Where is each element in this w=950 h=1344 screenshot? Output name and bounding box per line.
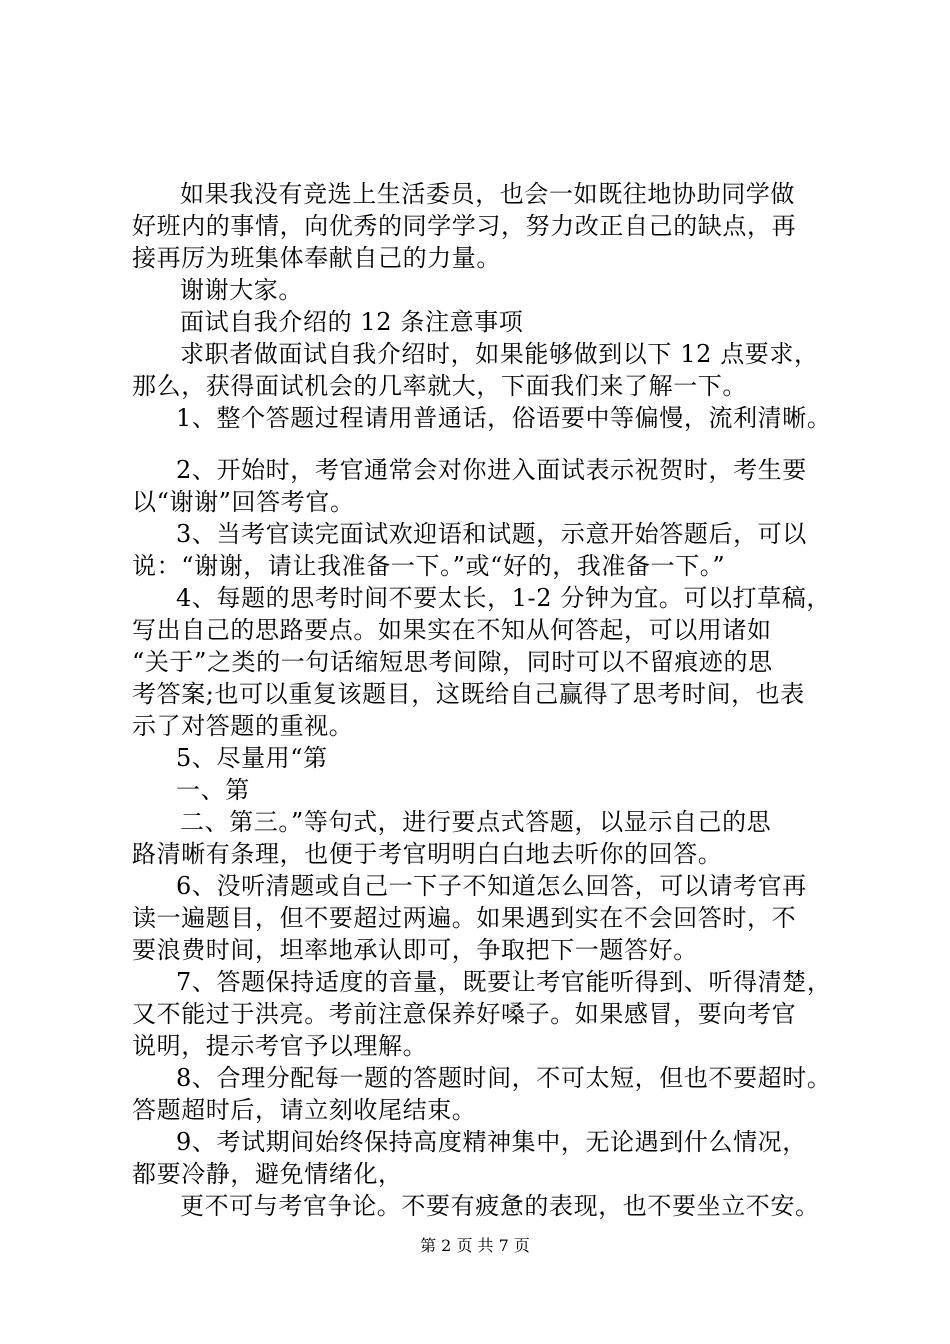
text-line: 示了对答题的重视。 <box>132 712 354 740</box>
text-line: 考答案;也可以重复该题目，这既给自己赢得了思考时间，也表 <box>132 680 805 708</box>
text-line: 2、开始时，考官通常会对你进入面试表示祝贺时，考生要 <box>176 456 807 484</box>
text-line: 1、整个答题过程请用普通话，俗语要中等偏慢，流利清晰。 <box>176 404 832 432</box>
text-line: 二、第三。”等句式，进行要点式答题，以显示自己的思 <box>180 808 772 836</box>
text-line: 9、考试期间始终保持高度精神集中，无论遇到什么情况， <box>176 1128 807 1156</box>
text-line: “关于”之类的一句话缩短思考间隙，同时可以不留痕迹的思 <box>132 648 773 676</box>
page-footer: 第 2 页 共 7 页 <box>420 1236 530 1255</box>
text-line: 如果我没有竞选上生活委员，也会一如既往地协助同学做 <box>180 180 795 208</box>
text-line: 一、第 <box>176 776 250 804</box>
text-line: 答题超时后，请立刻收尾结束。 <box>132 1096 477 1124</box>
text-line: 好班内的事情，向优秀的同学学习，努力改正自己的缺点，再 <box>132 212 797 240</box>
text-line: 说明，提示考官予以理解。 <box>132 1032 428 1060</box>
text-line: 更不可与考官争论。不要有疲惫的表现，也不要坐立不安。 <box>180 1192 820 1220</box>
text-line: 谢谢大家。 <box>180 276 303 304</box>
text-line: 都要冷静，避免情绪化， <box>132 1160 403 1188</box>
text-line: 3、当考官读完面试欢迎语和试题，示意开始答题后，可以 <box>176 520 807 548</box>
text-line: 接再厉为班集体奉献自己的力量。 <box>132 244 501 272</box>
text-line: 5、尽量用“第 <box>176 744 328 772</box>
text-line: 那么，获得面试机会的几率就大，下面我们来了解一下。 <box>132 372 747 400</box>
text-line: 要浪费时间，坦率地承认即可，争取把下一题答好。 <box>132 936 698 964</box>
text-line: 读一遍题目，但不要超过两遍。如果遇到实在不会回答时，不 <box>132 904 797 932</box>
text-line: 说：“谢谢，请让我准备一下。”或“好的，我准备一下。” <box>132 552 726 580</box>
text-line: 又不能过于洪亮。考前注意保养好嗓子。如果感冒，要向考官 <box>132 1000 797 1028</box>
text-line: 4、每题的思考时间不要太长，1-2 分钟为宜。可以打草稿， <box>176 584 831 612</box>
text-line: 路清晰有条理，也便于考官明明白白地去听你的回答。 <box>132 840 723 868</box>
text-line: 以“谢谢”回答考官。 <box>132 488 355 516</box>
text-line: 8、合理分配每一题的答题时间，不可太短，但也不要超时。 <box>176 1064 832 1092</box>
text-line: 求职者做面试自我介绍时，如果能够做到以下 12 点要求， <box>180 340 819 368</box>
text-line: 7、答题保持适度的音量，既要让考官能听得到、听得清楚， <box>176 968 832 996</box>
section-heading: 面试自我介绍的 12 条注意事项 <box>180 308 524 336</box>
text-line: 6、没听清题或自己一下子不知道怎么回答，可以请考官再 <box>176 872 807 900</box>
text-line: 写出自己的思路要点。如果实在不知从何答起，可以用诸如 <box>132 616 772 644</box>
